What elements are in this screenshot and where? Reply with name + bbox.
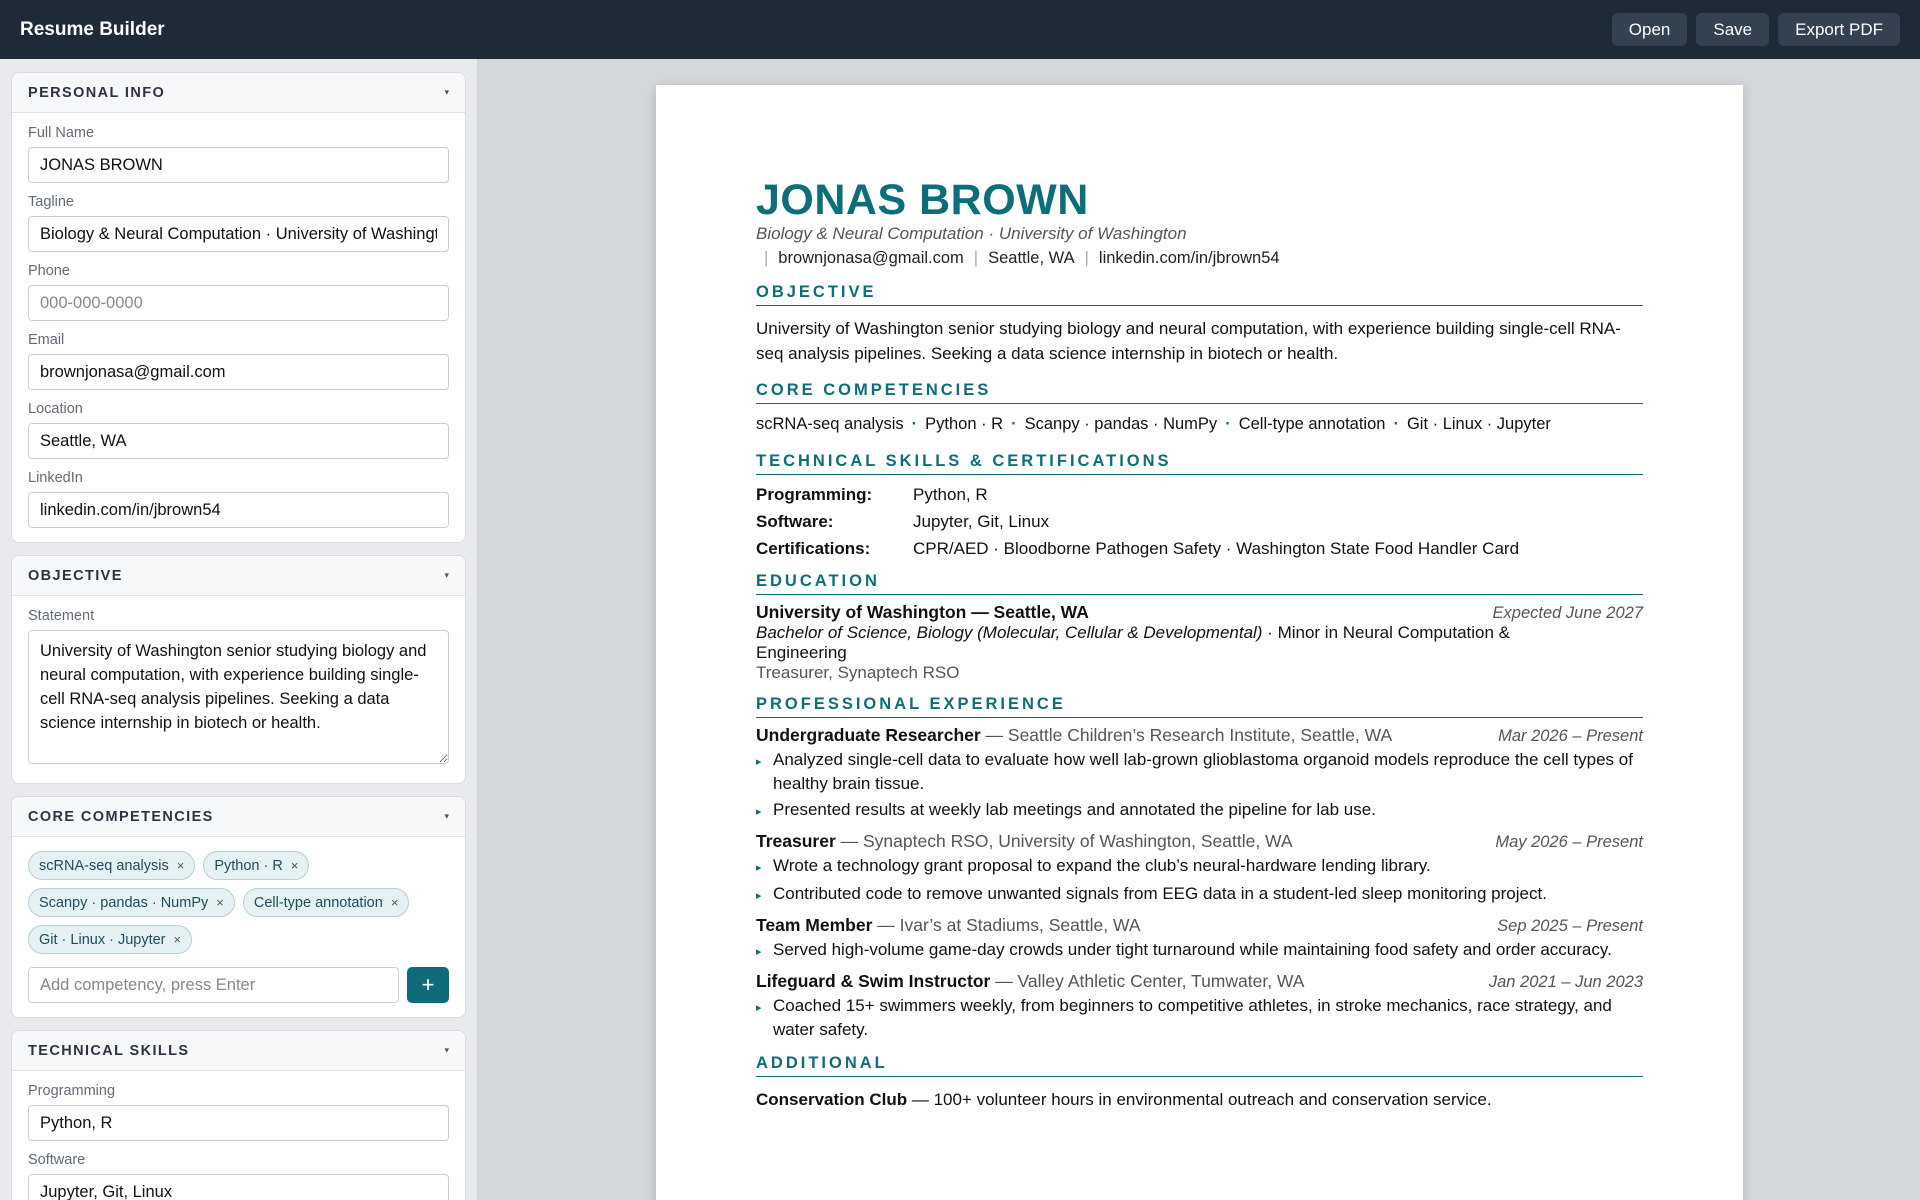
- phone-input[interactable]: [28, 285, 449, 321]
- bullet-icon: ▸: [756, 862, 762, 874]
- contact-separator: |: [764, 249, 769, 267]
- panel-title: CORE COMPETENCIES: [28, 808, 214, 825]
- collapse-icon[interactable]: ▾: [444, 1045, 449, 1055]
- job-org: — Seattle Children’s Research Institute, Seattle, WA: [980, 725, 1393, 745]
- objective-panel: [11, 555, 466, 784]
- skill-row: [756, 510, 1643, 533]
- job-bullet: [756, 994, 1643, 1042]
- resume-contact: [756, 249, 1643, 268]
- section-title: OBJECTIVE: [756, 283, 877, 301]
- job-entry: [756, 971, 1643, 1042]
- email-label: Email: [28, 332, 65, 348]
- full-name-label: Full Name: [28, 125, 95, 141]
- competency-separator: ·: [1225, 415, 1231, 433]
- contact-separator: |: [973, 249, 979, 267]
- panel-title: TECHNICAL SKILLS: [28, 1042, 190, 1059]
- remove-icon[interactable]: ×: [176, 858, 185, 873]
- app-title: Resume Builder: [20, 18, 165, 40]
- bullet-text: Coached 15+ swimmers weekly, from beginners to competitive athletes, in stroke mechanics, race strategy, and water safety.: [773, 996, 1612, 1039]
- software-input[interactable]: [28, 1174, 449, 1200]
- job-entry: [756, 725, 1643, 824]
- add-competency-button[interactable]: +: [407, 967, 449, 1003]
- statement-label: Statement: [28, 608, 95, 624]
- education-date: Expected June 2027: [1492, 604, 1643, 622]
- contact-location: Seattle, WA: [988, 249, 1075, 267]
- collapse-icon[interactable]: ▾: [444, 87, 449, 97]
- skill-key: Programming:: [756, 485, 873, 504]
- degree: Bachelor of Science, Biology (Molecular, Cellular & Developmental): [756, 623, 1263, 642]
- section-title: ADDITIONAL: [756, 1054, 888, 1072]
- skill-value: CPR/AED · Bloodborne Pathogen Safety · Washington State Food Handler Card: [913, 539, 1520, 558]
- programming-label: Programming: [28, 1083, 116, 1099]
- education-header: [756, 602, 1643, 623]
- editor-sidebar[interactable]: [0, 59, 478, 1200]
- location-label: Location: [28, 401, 83, 417]
- technical-skills-panel: [11, 1030, 466, 1200]
- remove-icon[interactable]: ×: [173, 932, 182, 947]
- additional-label: Conservation Club: [756, 1090, 908, 1109]
- job-entry: [756, 831, 1643, 908]
- competency-item: Scanpy · pandas · NumPy: [1024, 415, 1218, 433]
- additional-text: [756, 1087, 1643, 1112]
- chip-label: Python · R: [214, 857, 283, 874]
- bullet-text: Wrote a technology grant proposal to expand the club’s neural-hardware lending library.: [773, 856, 1431, 875]
- email-input[interactable]: [28, 354, 449, 390]
- competency-item: Cell-type annotation: [1238, 415, 1386, 433]
- minor: · Minor in Neural Computation & Engineering: [756, 623, 1511, 662]
- programming-input[interactable]: [28, 1105, 449, 1141]
- personal-info-header[interactable]: [12, 73, 465, 113]
- section-experience: [756, 695, 1643, 718]
- phone-label: Phone: [28, 263, 70, 279]
- objective-text: University of Washington senior studying biology and neural computation, with experience building single-cell RNA-seq analysis pipelines. Seeking a data science internship in biotech or health.: [756, 319, 1621, 363]
- objective-header[interactable]: [12, 556, 465, 596]
- competency-item: Python · R: [925, 415, 1004, 433]
- job-org: — Synaptech RSO, University of Washington, Seattle, WA: [835, 831, 1293, 851]
- job-role: Treasurer: [756, 831, 836, 851]
- tagline-label: Tagline: [28, 194, 74, 210]
- section-additional: [756, 1054, 1643, 1077]
- section-title: CORE COMPETENCIES: [756, 381, 992, 399]
- job-role: Lifeguard & Swim Instructor: [756, 971, 991, 991]
- contact-separator: |: [1084, 249, 1089, 267]
- core-competencies-panel: [11, 796, 466, 1018]
- job-bullet: [756, 854, 1643, 880]
- competency-chips: [28, 851, 449, 954]
- skill-row: [756, 537, 1643, 560]
- top-bar: [0, 0, 1920, 59]
- competency-chip: [28, 851, 195, 880]
- resume-tagline: Biology & Neural Computation · University of Washington: [756, 224, 1187, 243]
- preview-canvas[interactable]: [479, 59, 1920, 1200]
- open-button[interactable]: Open: [1612, 13, 1688, 46]
- additional-detail: — 100+ volunteer hours in environmental outreach and conservation service.: [907, 1090, 1492, 1109]
- skill-key: Software:: [756, 512, 834, 531]
- competency-chip: [203, 851, 309, 880]
- core-competencies-header[interactable]: [12, 797, 465, 837]
- section-title: PROFESSIONAL EXPERIENCE: [756, 695, 1066, 713]
- section-competencies: [756, 381, 1643, 404]
- contact-linkedin: linkedin.com/in/jbrown54: [1098, 249, 1280, 267]
- competency-chip: [28, 925, 192, 954]
- contact-email: brownjonasa@gmail.com: [778, 249, 964, 267]
- chip-label: Scanpy · pandas · NumPy: [39, 894, 209, 911]
- section-title: EDUCATION: [756, 572, 880, 590]
- save-button[interactable]: Save: [1696, 13, 1769, 46]
- top-actions: [1612, 13, 1900, 46]
- skill-value: Python, R: [913, 485, 988, 504]
- resume-page: [656, 85, 1743, 1200]
- remove-icon[interactable]: ×: [290, 858, 299, 873]
- competency-separator: ·: [1393, 415, 1399, 433]
- degree-line: [756, 623, 1643, 663]
- chip-label: scRNA-seq analysis: [39, 857, 169, 874]
- competency-separator: ·: [1011, 415, 1017, 433]
- collapse-icon[interactable]: ▾: [444, 570, 449, 580]
- job-date: Jan 2021 – Jun 2023: [1488, 973, 1643, 991]
- chip-label: Git · Linux · Jupyter: [39, 931, 166, 948]
- competency-item: scRNA-seq analysis: [756, 415, 904, 433]
- linkedin-input[interactable]: [28, 492, 449, 528]
- job-date: May 2026 – Present: [1495, 833, 1643, 851]
- job-date: Mar 2026 – Present: [1498, 727, 1643, 745]
- technical-skills-header[interactable]: [12, 1031, 465, 1071]
- skill-key: Certifications:: [756, 539, 871, 558]
- panel-title: PERSONAL INFO: [28, 84, 166, 101]
- job-role: Team Member: [756, 915, 873, 935]
- personal-info-panel: [11, 72, 466, 543]
- bullet-text: Analyzed single-cell data to evaluate how well lab-grown glioblastoma organoid models reproduce the cell types of healthy brain tissue.: [773, 750, 1633, 793]
- skill-row: [756, 483, 1643, 506]
- job-bullet: [756, 748, 1643, 796]
- linkedin-label: LinkedIn: [28, 470, 83, 486]
- add-competency-input[interactable]: [28, 967, 399, 1003]
- section-education: [756, 572, 1643, 595]
- software-label: Software: [28, 1152, 86, 1168]
- statement-textarea[interactable]: [28, 630, 449, 764]
- resume-name: JONAS BROWN: [756, 176, 1089, 224]
- section-technical: [756, 452, 1643, 475]
- bullet-icon: ▸: [756, 1002, 762, 1014]
- bullet-text: Served high-volume game-day crowds under tight turnaround while maintaining food safety and order accuracy.: [773, 940, 1612, 959]
- job-org: — Valley Athletic Center, Tumwater, WA: [990, 971, 1305, 991]
- chip-label: Cell-type annotation: [253, 894, 383, 911]
- bullet-text: Contributed code to remove unwanted signals from EEG data in a student-led sleep monitoring project.: [773, 884, 1547, 903]
- bullet-icon: ▸: [756, 806, 762, 818]
- job-bullet: [756, 798, 1643, 824]
- section-title: TECHNICAL SKILLS & CERTIFICATIONS: [756, 452, 1172, 470]
- collapse-icon[interactable]: ▾: [444, 811, 449, 821]
- bullet-icon: ▸: [756, 946, 762, 958]
- remove-icon[interactable]: ×: [390, 895, 399, 910]
- competency-item: Git · Linux · Jupyter: [1406, 415, 1551, 433]
- bullet-text: Presented results at weekly lab meetings and annotated the pipeline for lab use.: [773, 800, 1376, 819]
- competency-chip: [243, 888, 410, 917]
- competency-list: [756, 415, 1643, 434]
- job-role: Undergraduate Researcher: [756, 725, 981, 745]
- section-objective: [756, 283, 1643, 306]
- panel-title: OBJECTIVE: [28, 567, 123, 584]
- job-org: — Ivar’s at Stadiums, Seattle, WA: [872, 915, 1141, 935]
- competency-separator: ·: [911, 415, 918, 433]
- skill-value: Jupyter, Git, Linux: [913, 512, 1050, 531]
- bullet-icon: ▸: [756, 890, 762, 902]
- job-bullet: [756, 882, 1643, 908]
- education-extra: Treasurer, Synaptech RSO: [756, 663, 960, 682]
- export-pdf-button[interactable]: Export PDF: [1778, 13, 1900, 46]
- school-name: University of Washington — Seattle, WA: [756, 602, 1089, 622]
- full-name-input[interactable]: [28, 147, 449, 183]
- job-date: Sep 2025 – Present: [1497, 917, 1643, 935]
- tagline-input[interactable]: [28, 216, 449, 252]
- bullet-icon: ▸: [756, 756, 762, 768]
- job-entry: [756, 915, 1643, 964]
- location-input[interactable]: [28, 423, 449, 459]
- competency-chip: [28, 888, 235, 917]
- job-bullet: [756, 938, 1643, 964]
- remove-icon[interactable]: ×: [216, 895, 224, 910]
